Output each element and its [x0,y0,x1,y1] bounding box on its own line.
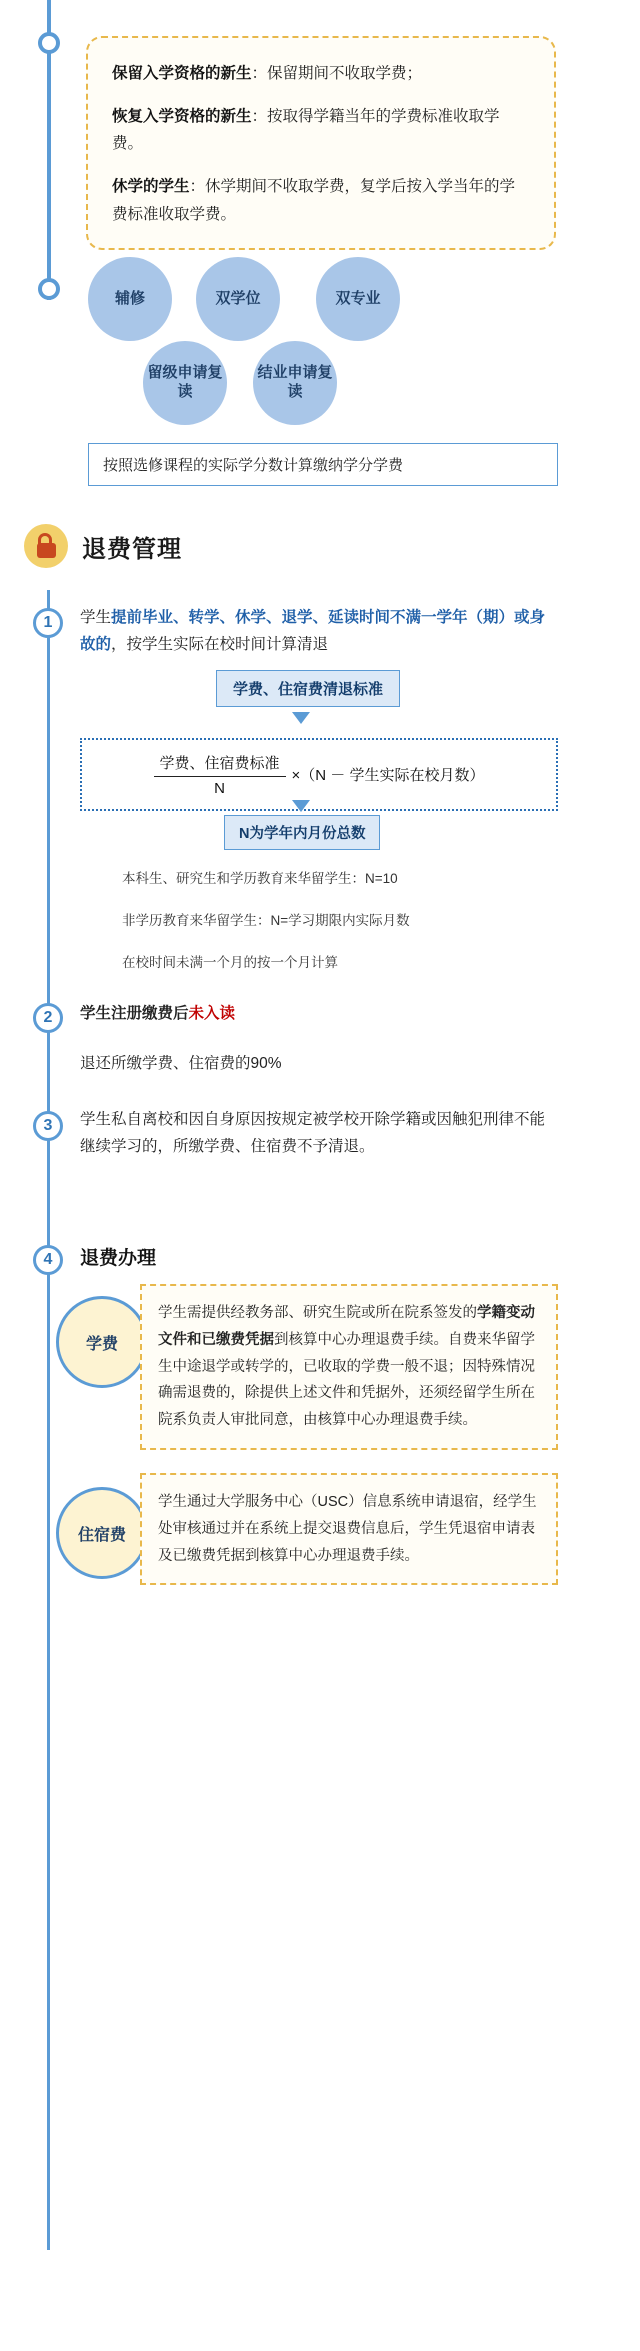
callout-item-0-term: 保留入学资格的新生 [112,65,252,82]
step-3-body: 学生私自离校和因自身原因按规定被学校开除学籍或因触犯刑律不能继续学习的，所缴学费、住宿费不予清退。 [80,1111,546,1156]
callout-item-1 [112,103,530,157]
step-1-text-post: ，按学生实际在校时间计算清退 [111,636,329,654]
step-2-title-bold: 未入读 [188,1005,236,1022]
refund-card-accommodation [140,1473,558,1585]
step-2-title-pre: 学生注册缴费后 [80,1005,189,1022]
step-2-body: 退还所缴学费、住宿费的90% [80,1055,282,1072]
timeline-node-top [38,32,60,54]
circle-item-double-major: 双专业 [316,257,400,341]
enrollment-status-callout [86,36,556,250]
formula-numerator: 学费、住宿费标准 [159,755,280,772]
formula-operator: ×（N － 学生实际在校月数） [291,767,485,784]
step-1-text-pre: 学生 [80,609,112,626]
formula-fraction [154,752,286,797]
formula-denominator: N [154,776,286,797]
callout-item-0 [112,60,530,87]
callout-item-0-sep: ： [251,65,268,82]
callout-item-0-text: 保留期间不收取学费； [267,65,423,82]
formula-note-0: 本科生、研究生和学历教育来华留学生：N=10 [122,871,398,886]
refund-card-tuition-part-2: 到核算中心办理退费手续。自费来华留学生中途退学或转学的，已收取的学费一般不退；因特殊情况确需退费的，除提供上述文件和凭据外，还须经留学生所在院系负责人审批同意，由核算中心办理退费手续。 [158,1331,535,1429]
refund-card-tuition [140,1284,558,1450]
callout-item-1-term: 恢复入学资格的新生 [112,108,252,126]
circle-item-repeat-grade: 留级申请复读 [143,341,227,425]
formula-note-1: 非学历教育来华留学生：N=学习期限内实际月数 [122,913,410,928]
refund-card-tuition-part-1: 学籍变动文件和已缴费凭据 [158,1305,535,1348]
circle-item-completion-repeat: 结业申请复读 [253,341,337,425]
step-1-text [80,604,558,658]
lock-icon [24,524,68,568]
refund-tag-accommodation: 住宿费 [56,1487,148,1579]
credit-fee-note: 按照选修课程的实际学分数计算缴纳学分学费 [88,443,558,486]
refund-formula [80,738,558,811]
step-number-1: 1 [33,608,63,638]
formula-header-label: 学费、住宿费清退标准 [216,670,400,707]
step-number-4: 4 [33,1245,63,1275]
arrow-down-icon-1 [292,712,310,724]
formula-n-label: N为学年内月份总数 [224,815,380,850]
timeline-node-bottom [38,278,60,300]
callout-item-1-sep: ： [251,108,268,126]
step-2-title [80,1000,558,1027]
step-4-title: 退费办理 [80,1248,157,1269]
step-number-3: 3 [33,1111,63,1141]
circle-item-minor: 辅修 [88,257,172,341]
step-1-text-bold: 提前毕业、转学、休学、退学、延读时间不满一学年（期）或身故的 [80,609,546,654]
formula-note-2: 在校时间未满一个月的按一个月计算 [122,955,338,970]
callout-item-2-term: 休学的学生 [112,178,190,196]
callout-item-2-text: 休学期间不收取学费，复学后按入学当年的学费标准收取学费。 [112,178,516,223]
refund-tag-tuition: 学费 [56,1296,148,1388]
step-number-2: 2 [33,1003,63,1033]
timeline-rail-bottom [47,590,50,2250]
arrow-down-icon-2 [292,800,310,812]
callout-item-2 [112,173,530,227]
refund-card-tuition-part-0: 学生需提供经教务部、研究生院或所在院系签发的 [158,1305,477,1321]
circle-item-double-degree: 双学位 [196,257,280,341]
callout-item-1-text: 按取得学籍当年的学费标准收取学费。 [112,108,500,153]
section-header-refund [24,524,182,568]
refund-card-accommodation-part-0: 学生通过大学服务中心（USC）信息系统申请退宿，经学生处审核通过并在系统上提交退费信息后，学生凭退宿申请表及已缴费凭据到核算中心办理退费手续。 [158,1494,537,1564]
callout-item-2-sep: ： [189,178,206,196]
page-title: 退费管理 [82,535,182,563]
